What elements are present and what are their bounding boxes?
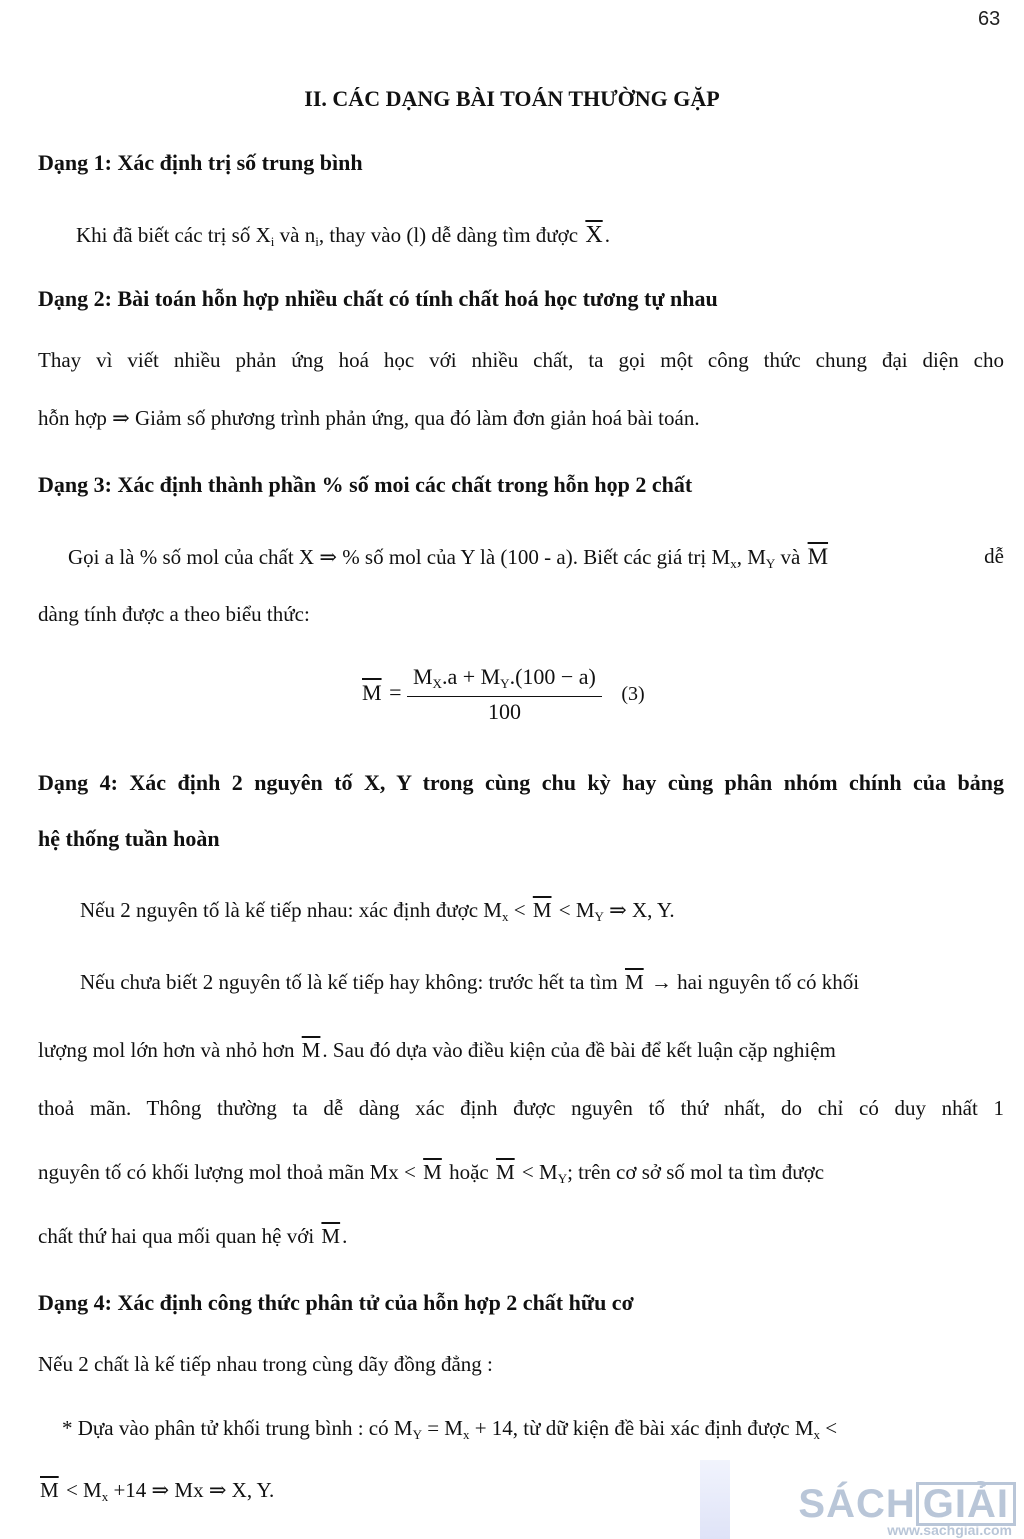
dang3-line1: Gọi a là % số mol của chất X ⇒ % số mol của Y là (100 - a). Biết các giá trị $M_x$, $M_Y$ và $\overline{M}$ dễ — [68, 544, 1004, 571]
m-bar-symbol: $\overline{M}$ — [362, 679, 382, 705]
m-bar-symbol: $\overline{M}$ — [321, 1224, 341, 1248]
m-bar-symbol: $\overline{M}$ — [423, 1160, 442, 1184]
m-bar-symbol: $\overline{M}$ — [495, 1160, 515, 1184]
dang3-line2: dàng tính được a theo biểu thức: — [38, 602, 310, 626]
sachgiai-logo: SÁCH GIẢI — [798, 1482, 1016, 1527]
dang4a-p2-line2: lượng mol lớn hơn và nhỏ hơn $\overline{M}$. Sau đó dựa vào điều kiện của đề bài để kết luận cặp nghiệm — [38, 1038, 836, 1062]
dang4a-p1: Nếu 2 nguyên tố là kế tiếp nhau: xác định được $M_x < \overline{M} < M_Y$ ⇒ X, Y. — [80, 898, 675, 924]
formula-tag: (3) — [621, 682, 645, 705]
dang2-heading: Dạng 2: Bài toán hỗn hợp nhiều chất có tính chất hoá học tương tự nhau — [38, 286, 718, 311]
decorative-graphic — [700, 1460, 730, 1539]
dang4a-heading-line2: hệ thống tuần hoàn — [38, 826, 220, 851]
dang4b-line2: * Dựa vào phân tử khối trung bình : có $M_Y = M_x + 14$, từ dữ kiện đề bài xác định được $M_x$ < — [62, 1416, 838, 1442]
section-title: II. CÁC DẠNG BÀI TOÁN THƯỜNG GẶP — [304, 86, 720, 111]
m-bar-symbol: $\overline{M}$ — [624, 970, 644, 994]
formula-3: $\overline{M}$ = $\frac{M_X.a + M_Y.(100 - a)}{100}$ (3) — [362, 664, 645, 724]
dang4a-p2-line3: thoả mãn. Thông thường ta dễ dàng xác định được nguyên tố thứ nhất, do chỉ có duy nhất 1 — [38, 1096, 1004, 1120]
m-bar-symbol: $\overline{M}$ — [301, 1038, 321, 1062]
formula-fraction: $\frac{M_X.a + M_Y.(100 - a)}{100}$ — [407, 664, 602, 725]
dang4b-line3: $\overline{M} < M_x +14$ ⇒ Mx ⇒ X, Y. — [40, 1478, 275, 1504]
dang4b-line1: Nếu 2 chất là kế tiếp nhau trong cùng dãy đồng đẳng : — [38, 1352, 493, 1376]
sachgiai-url: www.sachgiai.com — [887, 1522, 1012, 1538]
dang1-heading: Dạng 1: Xác định trị số trung bình — [38, 150, 363, 175]
m-bar-symbol: $\overline{M}$ — [40, 1478, 59, 1502]
dang4b-heading: Dạng 4: Xác định công thức phân tử của hỗn hợp 2 chất hữu cơ — [38, 1290, 634, 1315]
m-bar-symbol: $\overline{M}$ — [807, 544, 829, 569]
dang2-line1: Thay vì viết nhiều phản ứng hoá học với nhiều chất, ta gọi một công thức chung đại diện cho — [38, 348, 1004, 372]
dang4a-heading-line1: Dạng 4: Xác định 2 nguyên tố X, Y trong cùng chu kỳ hay cùng phân nhóm chính của bảng — [38, 770, 1004, 795]
m-bar-symbol: $\overline{M}$ — [532, 898, 552, 922]
dang3-heading: Dạng 3: Xác định thành phần % số moi các chất trong hỗn họp 2 chất — [38, 472, 693, 497]
dang4a-p2-line1: Nếu chưa biết 2 nguyên tố là kế tiếp hay không: trước hết ta tìm $\overline{M}$ → hai nguyên tố có khối — [80, 970, 860, 994]
dang2-line2: hỗn hợp ⇒ Giảm số phương trình phản ứng, qua đó làm đơn giản hoá bài toán. — [38, 406, 700, 430]
dang4a-p2-line4: nguyên tố có khối lượng mol thoả mãn $Mx < \overline{M}$ hoặc $\overline{M} < M_Y$; trên cơ sở số mol ta tìm được — [38, 1160, 825, 1186]
dang1-text: Khi đã biết các trị số $X_i$ và $n_i$, thay vào (l) dễ dàng tìm được $\overline{X}$. — [76, 222, 610, 249]
dang4a-p2-line5: chất thứ hai qua mối quan hệ với $\overline{M}$. — [38, 1224, 348, 1248]
x-bar-symbol: $\overline{X}$ — [585, 222, 603, 248]
page-number: 63 — [978, 8, 1001, 30]
